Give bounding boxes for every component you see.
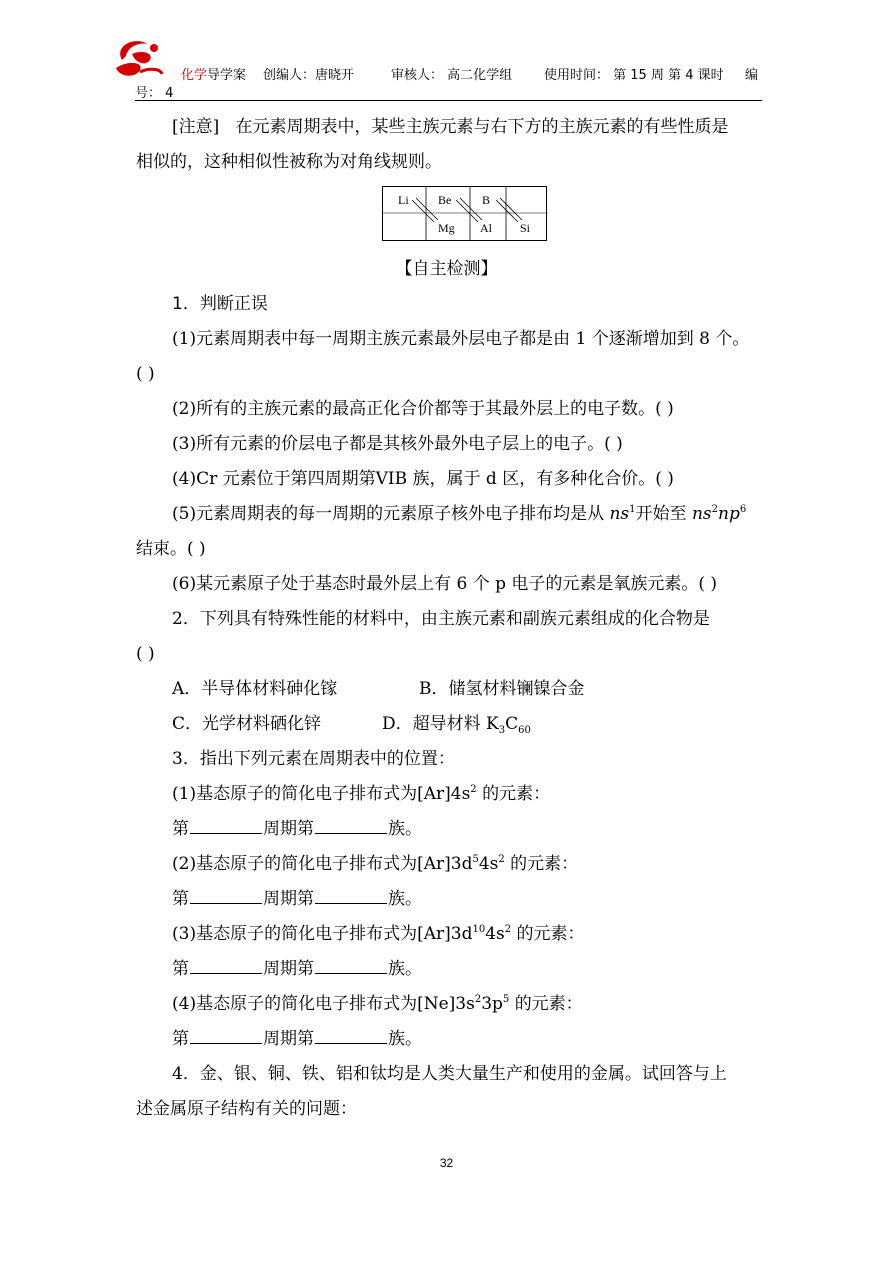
q3-answer-2: 第 周期第 族。 (172, 889, 422, 909)
header-time: 使用时间： 第 15 周 第 4 课时 (544, 68, 724, 83)
q1-item-1-paren: ( ) (136, 364, 155, 384)
header-number: 号： 4 (135, 86, 174, 101)
element-mg: Mg (438, 221, 455, 235)
q3-item-1: (1)基态原子的简化电子排布式为$[Ar]4s^2$ 的元素： (172, 784, 551, 804)
q1-item-5: (5)元素周期表的每一周期的元素原子核外电子排布均是从 $ns^1$开始至 $ns^2np^6$ (172, 504, 747, 524)
note-line-1: [注意] 在元素周期表中，某些主族元素与右下方的主族元素的有些性质是 (172, 117, 729, 137)
answer-blank-period-1[interactable] (190, 818, 262, 834)
note-line-2: 相似的，这种相似性被称为对角线规则。 (136, 152, 442, 172)
element-be: Be (438, 193, 452, 207)
q1-title: 1．判断正误 (172, 294, 268, 314)
section-title: 【自主检测】 (395, 259, 498, 279)
answer-blank-group-4[interactable] (315, 1028, 387, 1044)
element-al: Al (480, 221, 492, 235)
header-author: 创编人：唐晓开 (263, 68, 355, 83)
answer-blank-period-3[interactable] (190, 958, 262, 974)
element-li: Li (398, 193, 409, 207)
q1-item-5-end: 结束。( ) (136, 539, 206, 559)
q2-option-d: D．超导材料 $K_3C_{60}$ (382, 714, 531, 736)
answer-blank-group-1[interactable] (315, 818, 387, 834)
q3-item-3: (3)基态原子的简化电子排布式为$[Ar]3d^{10}4s^2$ 的元素： (172, 924, 585, 944)
q2-option-b: B．储氢材料镧镍合金 (419, 679, 585, 699)
q3-item-2: (2)基态原子的简化电子排布式为$[Ar]3d^54s^2$ 的元素： (172, 854, 579, 874)
q3-item-4: (4)基态原子的简化电子排布式为$[Ne]3s^23p^5$ 的元素： (172, 994, 583, 1014)
q3-title: 3．指出下列元素在周期表中的位置： (172, 749, 455, 769)
header-reviewer: 审核人： 高二化学组 (391, 68, 513, 83)
q2-paren: ( ) (136, 644, 155, 664)
header-brand: 化学导学案 (181, 68, 247, 83)
school-logo (110, 38, 168, 80)
q4-line-2: 述金属原子结构有关的问题： (136, 1099, 357, 1119)
answer-blank-group-3[interactable] (315, 958, 387, 974)
q2-option-a: A．半导体材料砷化镓 (172, 679, 338, 699)
q1-item-6: (6)某元素原子处于基态时最外层上有 6 个 p 电子的元素是氧族元素。( ) (172, 574, 718, 594)
q3-answer-3: 第 周期第 族。 (172, 959, 422, 979)
diagonal-rule-diagram (382, 186, 548, 246)
q3-answer-4: 第 周期第 族。 (172, 1029, 422, 1049)
answer-blank-group-2[interactable] (315, 888, 387, 904)
header-divider (135, 100, 762, 101)
header-number-label: 编 (745, 68, 759, 83)
q1-item-1: (1)元素周期表中每一周期主族元素最外层电子都是由 1 个逐渐增加到 8 个。 (172, 329, 750, 349)
q4-line-1: 4．金、银、铜、铁、铝和钛均是人类大量生产和使用的金属。试回答与上 (172, 1064, 727, 1084)
q1-item-4: (4)Cr 元素位于第四周期第VIB 族，属于 d 区，有多种化合价。( ) (172, 469, 674, 489)
q1-item-2: (2)所有的主族元素的最高正化合价都等于其最外层上的电子数。( ) (172, 399, 674, 419)
q1-item-3: (3)所有元素的价层电子都是其核外最外电子层上的电子。( ) (172, 434, 623, 454)
q2-option-c: C．光学材料硒化锌 (172, 714, 322, 734)
note-label: [注意] (172, 117, 220, 137)
q2-title: 2．下列具有特殊性能的材料中，由主族元素和副族元素组成的化合物是 (172, 609, 710, 629)
answer-blank-period-4[interactable] (190, 1028, 262, 1044)
page-number: 32 (439, 1156, 454, 1170)
element-si: Si (520, 221, 531, 235)
element-b: B (482, 193, 491, 207)
answer-blank-period-2[interactable] (190, 888, 262, 904)
q3-answer-1: 第 周期第 族。 (172, 819, 422, 839)
